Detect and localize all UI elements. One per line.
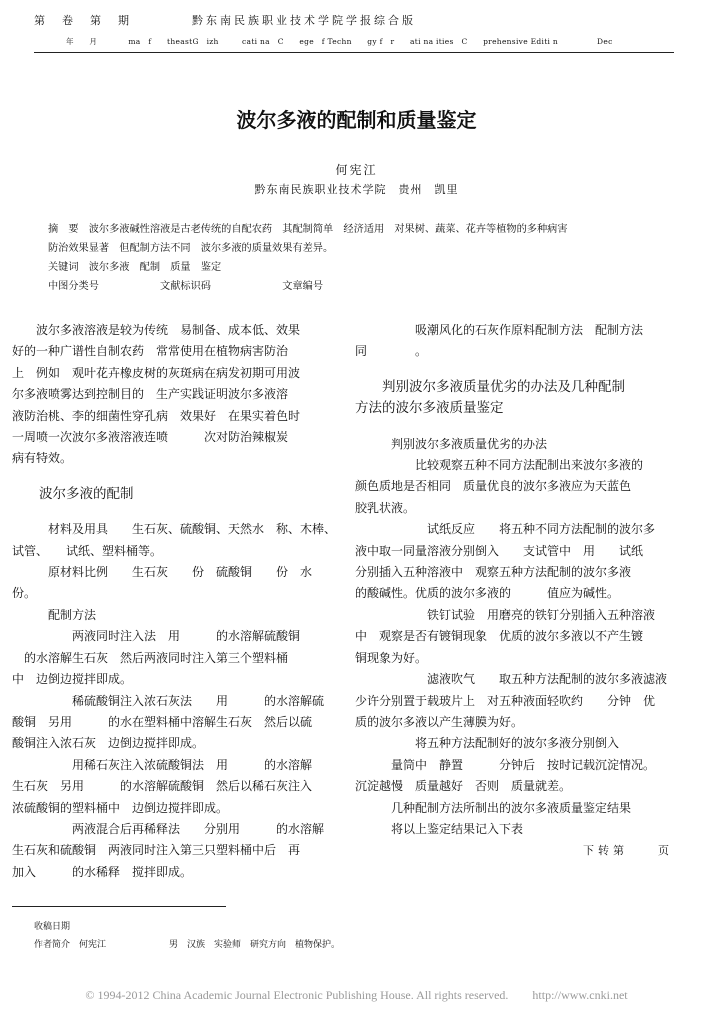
body-line: 一周喷一次波尔多液溶液连喷 次对防治辣椒炭	[12, 430, 289, 445]
body-line: 胶乳状液。	[355, 500, 416, 515]
body-line: 生石灰 另用 的水溶解硫酸铜 然后以稀石灰注入	[12, 779, 313, 794]
body-line: 病有特效。	[12, 451, 73, 466]
journal-name: 黔东南民族职业技术学院学报综合版	[192, 14, 416, 27]
body-line: 用稀石灰注入浓硫酸铜法 用 的水溶解	[12, 757, 313, 772]
body-line: 液防治桃、李的细菌性穿孔病 效果好 在果实着色时	[12, 408, 301, 423]
body-line: 量筒中 静置 分钟后 按时记载沉淀情况。	[355, 757, 656, 772]
body-line: 滤液吹气 取五种方法配制的波尔多液滤液	[355, 672, 668, 687]
author-name: 何宪江	[335, 163, 378, 177]
body-line: 沉淀越慢 质量越好 否则 质量就差。	[355, 779, 572, 794]
body-line: 两液同时注入法 用 的水溶解硫酸铜	[12, 629, 301, 644]
body-line: 铁钉试验 用磨亮的铁钉分别插入五种溶液	[355, 607, 656, 622]
abstract-block	[48, 220, 648, 296]
body-line: 将以上鉴定结果记入下表	[355, 821, 524, 836]
body-line: 尔多液喷雾达到控制目的 生产实践证明波尔多液溶	[12, 387, 289, 402]
keywords: 关键词 波尔多液 配制 质量 鉴定	[48, 262, 222, 273]
copyright-notice: © 1994-2012 China Academic Journal Electronic Publishing House. All rights reserved. http://www.cnki.net	[85, 988, 628, 1002]
body-line: 中 观察是否有镀铜现象 优质的波尔多液以不产生镀	[355, 629, 644, 644]
body-line: 将五种方法配制好的波尔多液分别倒入	[355, 736, 620, 751]
left-column	[12, 320, 346, 883]
journal-header-english: 年 月 ma f theastG izh cati na C ege f Techn gy f r ati na ities C prehensive Editi n Dec	[66, 37, 613, 46]
body-line: 的酸碱性。优质的波尔多液的 值应为碱性。	[355, 586, 620, 601]
right-column	[355, 320, 685, 862]
body-line: 酸铜注入浓石灰 边倒边搅拌即成。	[12, 736, 205, 751]
body-line: 几种配制方法所制出的波尔多液质量鉴定结果	[355, 800, 632, 815]
body-line: 浓硫酸铜的塑料桶中 边倒边搅拌即成。	[12, 800, 229, 815]
body-line: 铜现象为好。	[355, 650, 428, 665]
body-line: 酸铜 另用 的水在塑料桶中溶解生石灰 然后以硫	[12, 714, 313, 729]
header-rule	[34, 52, 674, 53]
body-line: 的水溶解生石灰 然后两液同时注入第三个塑料桶	[12, 650, 289, 665]
body-line: 两液混合后再稀释法 分别用 的水溶解	[12, 821, 325, 836]
author-bio: 作者简介 何宪江 男 汉族 实验师 研究方向 植物保护。	[34, 940, 341, 950]
body-line: 生石灰和硫酸铜 两液同时注入第三只塑料桶中后 再	[12, 843, 301, 858]
body-line: 吸潮风化的石灰作原料配制方法 配制方法	[355, 323, 644, 337]
classification-codes: 中图分类号 文献标识码 文章编号	[48, 281, 324, 292]
body-line: 份。	[12, 586, 37, 601]
body-line: 稀硫酸铜注入浓石灰法 用 的水溶解硫	[12, 693, 325, 708]
body-line: 试管、 试纸、塑料桶等。	[12, 543, 163, 558]
journal-header	[34, 12, 416, 28]
continued-notice: 下转第 页	[583, 844, 673, 858]
section-heading: 波尔多液的配制	[12, 485, 134, 502]
body-line: 波尔多液溶液是较为传统 易制备、成本低、效果	[12, 323, 301, 337]
subsection-heading: 配制方法	[12, 607, 97, 622]
body-line: 中 边倒边搅拌即成。	[12, 672, 133, 687]
body-line: 加入 的水稀释 搅拌即成。	[12, 864, 193, 879]
author-affiliation: 黔东南民族职业技术学院 贵州 凯里	[254, 183, 459, 196]
abstract-line: 摘 要 波尔多液碱性溶液是古老传统的自配农药 其配制简单 经济适用 对果树、蔬菜、花卉等植物的多种病害	[48, 224, 568, 235]
body-line: 同 。	[355, 344, 428, 359]
body-line: 质的波尔多液以产生薄膜为好。	[355, 714, 524, 729]
body-line: 试纸反应 将五种不同方法配制的波尔多	[355, 522, 656, 537]
body-line: 比较观察五种不同方法配制出来波尔多液的	[355, 458, 644, 473]
footnote-rule	[12, 906, 226, 907]
body-line: 好的一种广谱性自制农药 常常使用在植物病害防治	[12, 344, 289, 359]
body-line: 分别插入五种溶液中 观察五种方法配制的波尔多液	[355, 565, 632, 580]
body-line: 少许分别置于载玻片上 对五种液面轻吹约 分钟 优	[355, 693, 656, 708]
abstract-line: 防治效果显著 但配制方法不同 波尔多液的质量效果有差异。	[48, 243, 334, 254]
section-heading: 方法的波尔多液质量鉴定	[355, 400, 504, 417]
subsection-heading: 判别波尔多液质量优劣的办法	[355, 436, 548, 451]
body-line: 颜色质地是否相同 质量优良的波尔多液应为天蓝色	[355, 479, 632, 494]
section-heading: 判别波尔多液质量优劣的办法及几种配制	[355, 378, 625, 395]
received-date: 收稿日期	[34, 922, 71, 932]
body-line: 原材料比例 生石灰 份 硫酸铜 份 水	[12, 565, 313, 580]
journal-volume-issue: 第 卷 第 期	[34, 14, 132, 27]
body-line: 材料及用具 生石灰、硫酸铜、天然水 称、木棒、	[12, 522, 337, 537]
article-title: 波尔多液的配制和质量鉴定	[236, 108, 477, 132]
body-line: 上 例如 观叶花卉橡皮树的灰斑病在病发初期可用波	[12, 365, 301, 380]
body-line: 液中取一同量溶液分别倒入 支试管中 用 试纸	[355, 543, 644, 558]
